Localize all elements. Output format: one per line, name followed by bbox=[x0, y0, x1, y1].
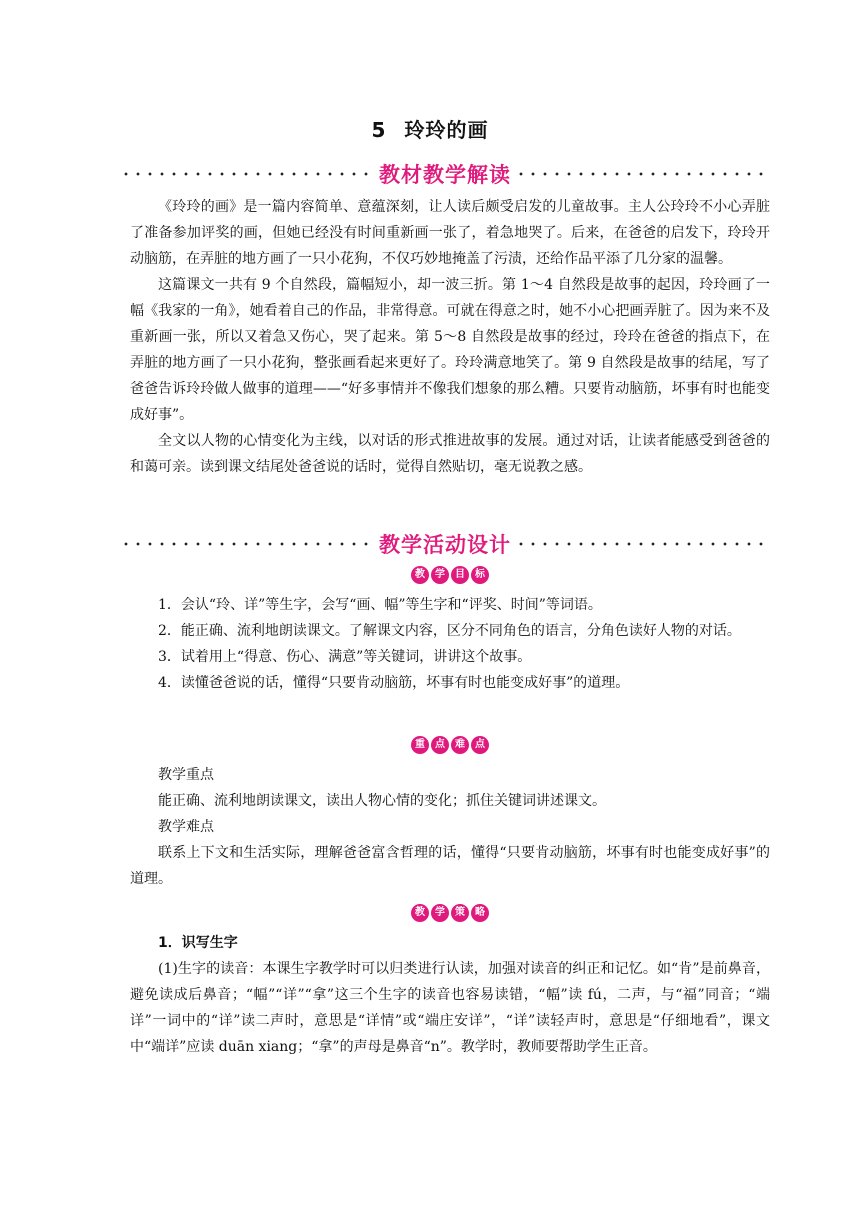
badge-char: 策 bbox=[451, 904, 469, 922]
badge-char: 略 bbox=[471, 904, 489, 922]
goal-item: 1．会认“玲、详”等生字，会写“画、幅”等生字和“评奖、时间”等词语。 bbox=[158, 597, 602, 613]
paragraph: 全文以人物的心情变化为主线，以对话的形式推进故事的发展。通过对话，让读者能感受到爸爸的和蔼可亲。读到课文结尾处爸爸说的话时，觉得自然贴切，毫无说教之感。 bbox=[130, 433, 770, 475]
badge-char: 学 bbox=[431, 566, 449, 584]
key-label: 教学重点 bbox=[158, 767, 214, 783]
badge-char: 难 bbox=[451, 736, 469, 754]
dotted-divider-left bbox=[120, 542, 375, 546]
lesson-name: 玲玲的画 bbox=[404, 118, 489, 142]
difficulty-text: 联系上下文和生活实际，理解爸爸富含哲理的话，懂得“只要肯动脑筋，坏事有时也能变成好事”的道理。 bbox=[130, 845, 770, 887]
section-heading-activity bbox=[120, 528, 770, 560]
lesson-title bbox=[0, 114, 860, 143]
badge-char: 点 bbox=[471, 736, 489, 754]
badge-teaching-goals bbox=[130, 566, 770, 586]
badge-char: 教 bbox=[411, 566, 429, 584]
key-text: 能正确、流利地朗读课文，读出人物心情的变化；抓住关键词讲述课文。 bbox=[158, 793, 606, 809]
paragraph: 《玲玲的画》是一篇内容简单、意蕴深刻，让人读后颇受启发的儿童故事。主人公玲玲不小心弄脏了准备参加评奖的画，但她已经没有时间重新画一张了，着急地哭了。后来，在爸爸的启发下，玲玲开动脑筋，在弄脏的地方画了一只小花狗，不仅巧妙地掩盖了污渍，还给作品平添了几分家的温馨。 bbox=[130, 199, 770, 267]
reading-text bbox=[130, 194, 770, 480]
paragraph: 这篇课文一共有 9 个自然段，篇幅短小，却一波三折。第 1～4 自然段是故事的起因，玲玲画了一幅《我家的一角》，她看着自己的作品，非常得意。可就在得意之时，她不小心把画弄脏了。因为来不及重新画一张，所以又着急又伤心，哭了起来。第 5～8 自然段是故事的经过，玲玲在爸爸的指点下，在弄脏的地方画了一只小花狗，整张画看起来更好了。玲玲满意地笑了。第 9 自然段是故事的结尾，写了爸爸告诉玲玲做人做事的道理——“好多事情并不像我们想象的那么糟。只要肯动脑筋，坏事有时也能变成好事”。 bbox=[130, 277, 770, 423]
badge-char: 点 bbox=[431, 736, 449, 754]
badge-char: 目 bbox=[451, 566, 469, 584]
goals-list bbox=[130, 592, 770, 696]
badge-key-difficult bbox=[130, 736, 770, 756]
goal-item: 3．试着用上“得意、伤心、满意”等关键词，讲讲这个故事。 bbox=[158, 649, 532, 665]
section-heading-label: 教学活动设计 bbox=[379, 533, 511, 557]
badge-char: 教 bbox=[411, 904, 429, 922]
goal-item: 2．能正确、流利地朗读课文。了解课文内容，区分不同角色的语言，分角色读好人物的对话。 bbox=[158, 623, 741, 639]
strategy-paragraph: (1)生字的读音：本课生字教学时可以归类进行认读，加强对读音的纠正和记忆。如“肯”是前鼻音，避免读成后鼻音；“幅”“详”“拿”这三个生字的读音也容易读错，“幅”读 fú，二声，与“福”同音；“端详”一词中的“详”读二声时，意思是“详情”或“端庄安详”，“详”读轻声时，意思是“仔细地看”，课文中“端详”应读 duān xiang；“拿”的声母是鼻音“n”。教学时，教师要帮助学生正音。 bbox=[130, 961, 770, 1055]
strategy-title: 1．识写生字 bbox=[158, 935, 238, 951]
strategy-text bbox=[130, 930, 770, 1060]
badge-char: 学 bbox=[431, 904, 449, 922]
section-heading-reading bbox=[120, 158, 770, 190]
badge-char: 重 bbox=[411, 736, 429, 754]
lesson-number: 5 bbox=[371, 118, 387, 142]
key-difficult-text bbox=[130, 762, 770, 892]
dotted-divider-right bbox=[515, 542, 770, 546]
dotted-divider-left bbox=[120, 172, 375, 176]
dotted-divider-right bbox=[515, 172, 770, 176]
goal-item: 4．读懂爸爸说的话，懂得“只要肯动脑筋，坏事有时也能变成好事”的道理。 bbox=[158, 675, 630, 691]
badge-teaching-strategy bbox=[130, 904, 770, 924]
difficulty-label: 教学难点 bbox=[158, 819, 214, 835]
section-heading-label: 教材教学解读 bbox=[379, 163, 511, 187]
badge-char: 标 bbox=[471, 566, 489, 584]
